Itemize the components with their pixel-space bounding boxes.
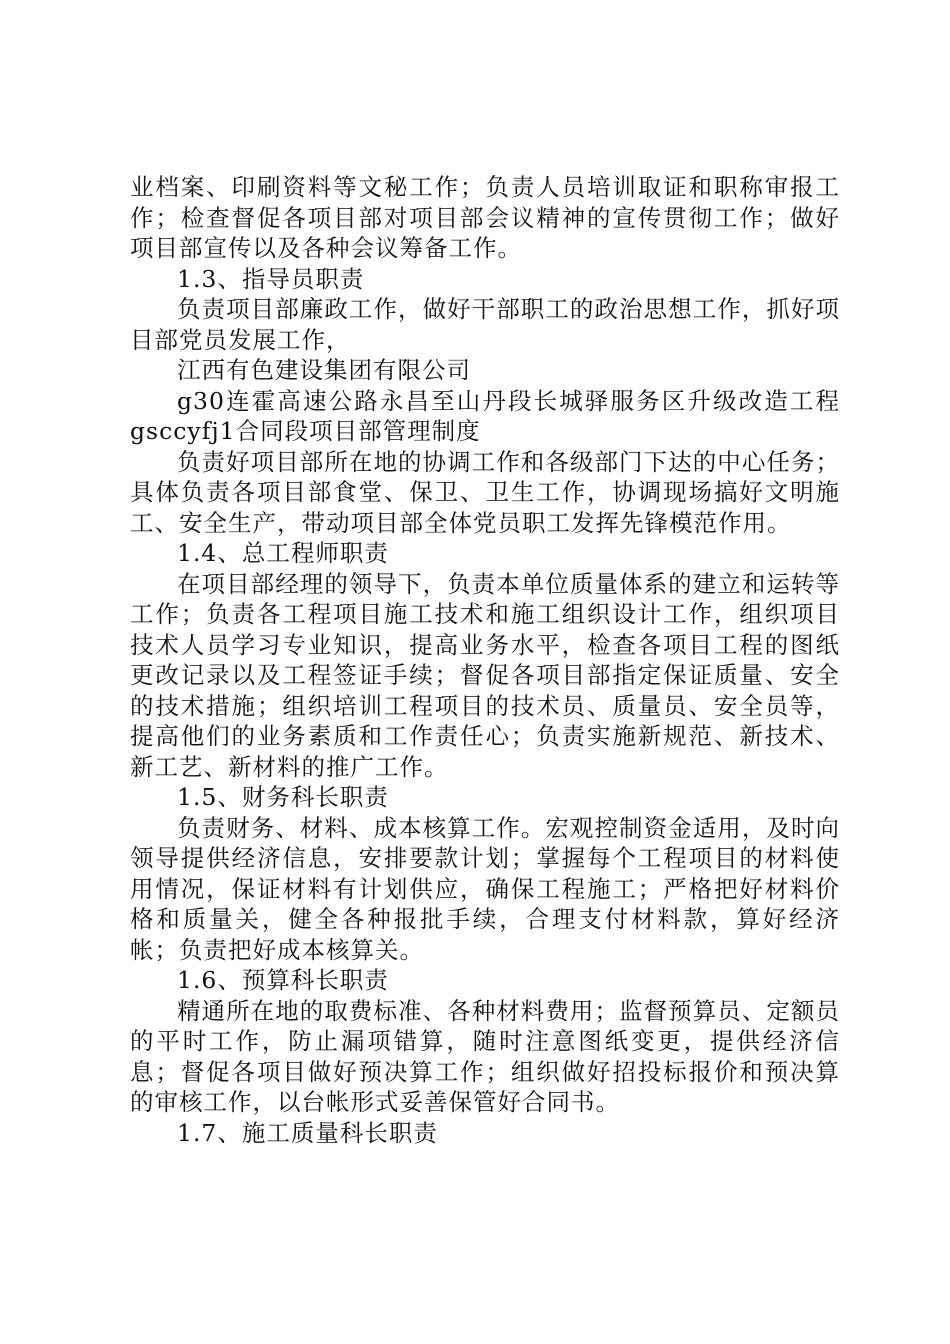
heading-budget-chief-duties: 1.6、预算科长职责	[177, 966, 389, 994]
paragraph-company-name: 江西有色建设集团有限公司	[177, 356, 471, 384]
heading-instructor-duties: 1.3、指导员职责	[177, 264, 365, 293]
heading-chief-engineer-duties: 1.4、总工程师职责	[177, 539, 389, 567]
paragraph-project-title: g30连霍高速公路永昌至山丹段长城驿服务区升级改造工程gsccyfj1合同段项目部管理制度	[130, 386, 840, 445]
paragraph-coordination-duties: 负责好项目部所在地的协调工作和各级部门下达的中心任务；具体负责各项目部食堂、保卫、卫生工作，协调现场搞好文明施工、安全生产，带动项目部全体党员职工发挥先锋模范作用。	[130, 447, 840, 537]
paragraph-instructor-duties: 负责项目部廉政工作，做好干部职工的政治思想工作，抓好项目部党员发展工作，	[130, 295, 840, 354]
paragraph-office-duties-continued: 业档案、印刷资料等文秘工作；负责人员培训取证和职称审报工作；检查督促各项目部对项目部会议精神的宣传贯彻工作；做好项目部宣传以及各种会议筹备工作。	[130, 173, 840, 262]
paragraph-chief-engineer-duties: 在项目部经理的领导下，负责本单位质量体系的建立和运转等工作；负责各工程项目施工技术和施工组织设计工作，组织项目技术人员学习专业知识，提高业务水平，检查各项目工程的图纸更改记录以及工程签证手续；督促各项目部指定保证质量、安全的技术措施；组织培训工程项目的技术员、质量员、安全员等，提高他们的业务素质和工作责任心；负责实施新规范、新技术、新工艺、新材料的推广工作。	[130, 569, 840, 781]
heading-finance-chief-duties: 1.5、财务科长职责	[177, 783, 389, 811]
paragraph-finance-chief-duties: 负责财务、材料、成本核算工作。宏观控制资金适用，及时向领导提供经济信息，安排要款计划；掌握每个工程项目的材料使用情况，保证材料有计划供应，确保工程施工；严格把好材料价格和质量关，健全各种报批手续，合理支付材料款，算好经济帐；负责把好成本核算关。	[130, 813, 840, 964]
paragraph-budget-chief-duties: 精通所在地的取费标准、各种材料费用；监督预算员、定额员的平时工作，防止漏项错算，随时注意图纸变更，提供经济信息；督促各项目做好预决算工作；组织做好招投标报价和预决算的审核工作，以台帐形式妥善保管好合同书。	[130, 996, 840, 1116]
document-body	[130, 172, 840, 1148]
heading-quality-chief-duties: 1.7、施工质量科长职责	[177, 1118, 438, 1147]
